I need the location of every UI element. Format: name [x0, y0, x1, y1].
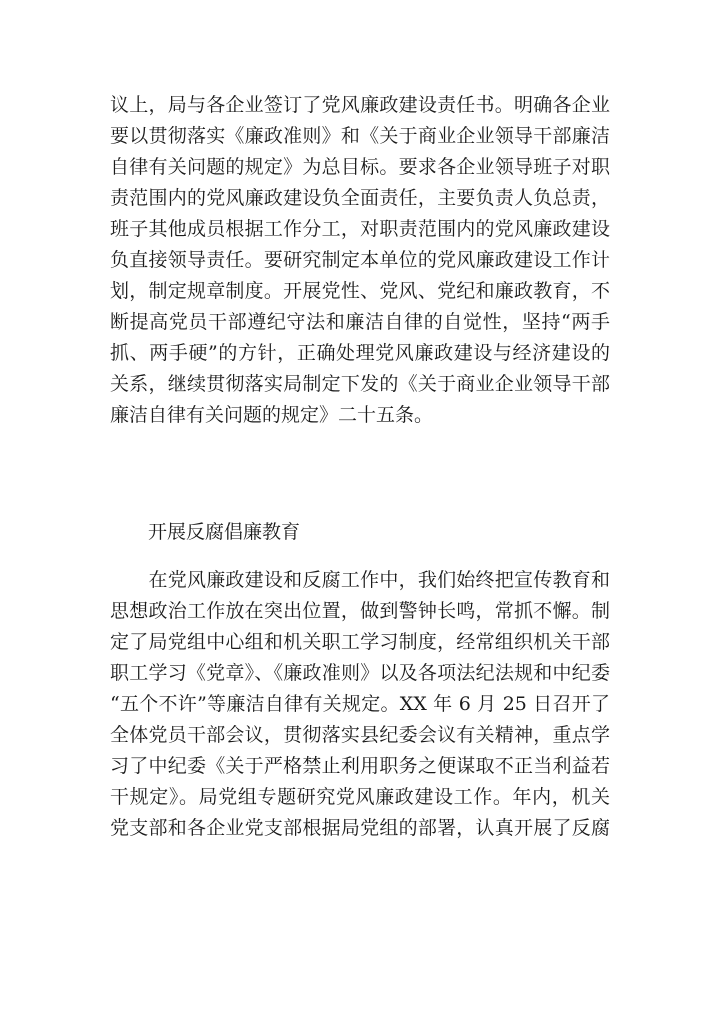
text-line: 负直接领导责任。要研究制定本单位的党风廉政建设工作计: [110, 249, 610, 271]
text-line: 全体党员干部会议，贯彻落实县纪委会议有关精神，重点学: [110, 724, 610, 746]
text-line: 干规定》。局党组专题研究党风廉政建设工作。年内，机关: [110, 786, 610, 808]
text-line: 定了局党组中心组和机关职工学习制度，经常组织机关干部: [110, 631, 610, 653]
text-line: 要以贯彻落实《廉政准则》和《关于商业企业领导干部廉洁: [110, 125, 610, 147]
text-line: 抓、两手硬”的方针，正确处理党风廉政建设与经济建设的: [110, 342, 610, 364]
text-line: 关系，继续贯彻落实局制定下发的《关于商业企业领导干部: [110, 373, 610, 395]
text-line: 断提高党员干部遵纪守法和廉洁自律的自觉性，坚持“两手: [110, 311, 610, 333]
text-line: 自律有关问题的规定》为总目标。要求各企业领导班子对职: [110, 156, 610, 178]
text-line: “五个不许”等廉洁自律有关规定。XX 年 6 月 25 日召开了: [110, 693, 610, 715]
text-line: 划，制定规章制度。开展党性、党风、党纪和廉政教育，不: [110, 280, 610, 302]
paragraph-education: [110, 565, 610, 844]
text-line: 责范围内的党风廉政建设负全面责任，主要负责人负总责，: [110, 187, 610, 209]
text-line: 班子其他成员根据工作分工，对职责范围内的党风廉政建设: [110, 218, 610, 240]
text-line: 廉洁自律有关问题的规定》二十五条。: [110, 404, 434, 426]
text-line: 思想政治工作放在突出位置，做到警钟长鸣，常抓不懈。制: [110, 600, 610, 622]
text-line: 习了中纪委《关于严格禁止利用职务之便谋取不正当利益若: [110, 755, 610, 777]
text-line: 议上，局与各企业签订了党风廉政建设责任书。明确各企业: [110, 94, 610, 116]
text-line: 在党风廉政建设和反腐工作中，我们始终把宣传教育和: [110, 569, 610, 591]
paragraph-responsibility: [110, 90, 610, 431]
text-line: 职工学习《党章》、《廉政准则》以及各项法纪法规和中纪委: [110, 662, 610, 684]
text-line: 党支部和各企业党支部根据局党组的部署，认真开展了反腐: [110, 817, 610, 839]
section-heading: 开展反腐倡廉教育: [148, 521, 301, 543]
